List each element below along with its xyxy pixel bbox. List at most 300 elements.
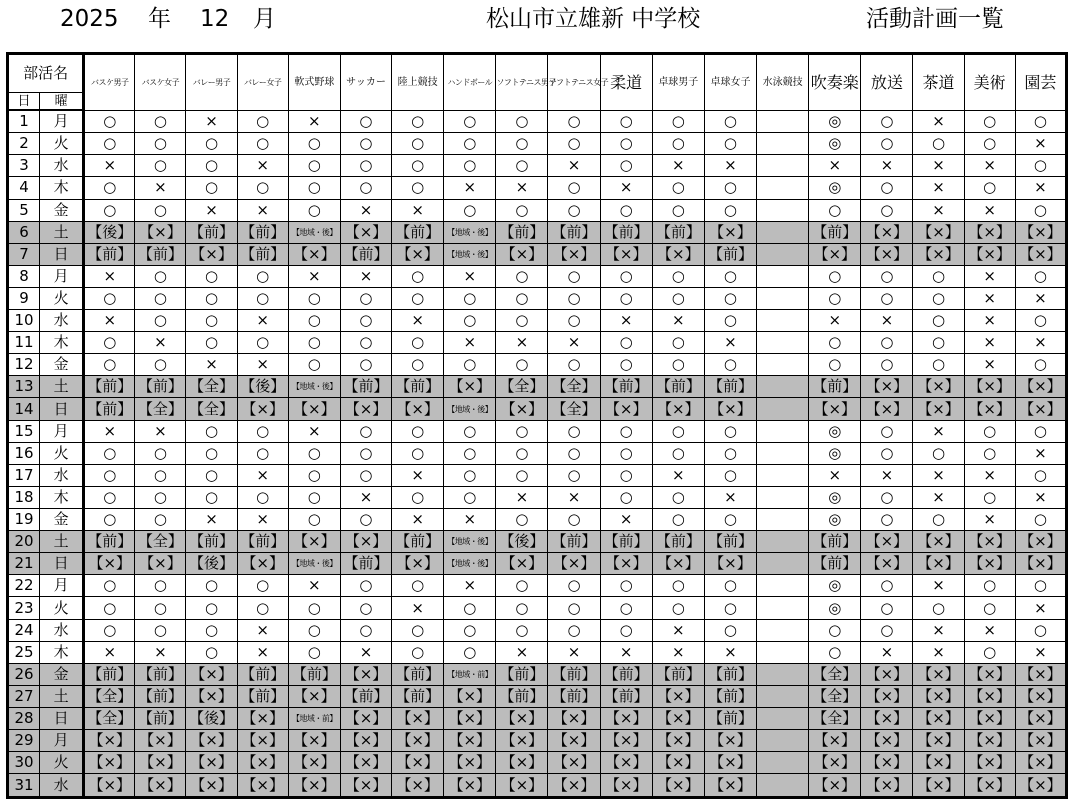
schedule-cell: ○ — [186, 177, 237, 199]
schedule-cell: × — [913, 641, 964, 663]
schedule-cell: × — [1015, 597, 1066, 619]
schedule-cell: × — [186, 199, 237, 221]
table-row — [8, 708, 1067, 730]
schedule-cell: ○ — [84, 199, 135, 221]
club-header-row — [8, 54, 1067, 93]
schedule-cell: ○ — [964, 177, 1015, 199]
schedule-cell: 【×】 — [861, 730, 913, 752]
schedule-cell: ○ — [135, 199, 186, 221]
schedule-cell: 【×】 — [186, 774, 237, 798]
schedule-cell: 【×】 — [704, 398, 756, 420]
schedule-cell: ○ — [340, 310, 391, 332]
schedule-cell: 【前】 — [392, 685, 444, 707]
schedule-cell: ○ — [496, 619, 548, 641]
table-row — [8, 663, 1067, 685]
schedule-cell: ○ — [600, 110, 652, 133]
schedule-cell — [757, 442, 809, 464]
schedule-cell: ○ — [652, 177, 704, 199]
schedule-cell: 【×】 — [237, 752, 288, 774]
table-row — [8, 531, 1067, 553]
day-number: 25 — [8, 641, 40, 663]
schedule-cell: ○ — [809, 199, 861, 221]
schedule-cell: ○ — [913, 265, 964, 287]
table-row — [8, 730, 1067, 752]
table-row — [8, 110, 1067, 133]
schedule-cell: ○ — [496, 310, 548, 332]
weekday: 日 — [40, 243, 84, 265]
schedule-cell: ○ — [809, 332, 861, 354]
schedule-cell: ○ — [84, 442, 135, 464]
weekday: 金 — [40, 509, 84, 531]
schedule-cell — [757, 730, 809, 752]
schedule-cell: 【×】 — [496, 752, 548, 774]
schedule-cell: 【×】 — [288, 398, 340, 420]
schedule-cell: 【後】 — [496, 531, 548, 553]
schedule-cell: 【前】 — [392, 376, 444, 398]
schedule-cell: ◎ — [809, 486, 861, 508]
schedule-cell: 【全】 — [186, 398, 237, 420]
day-number: 27 — [8, 685, 40, 707]
club-header: 卓球男子 — [652, 54, 704, 111]
schedule-cell: ○ — [496, 133, 548, 155]
table-row — [8, 310, 1067, 332]
schedule-cell: ○ — [392, 177, 444, 199]
schedule-cell: ○ — [84, 332, 135, 354]
schedule-cell: × — [600, 177, 652, 199]
schedule-cell: ○ — [1015, 265, 1066, 287]
schedule-cell: 【×】 — [964, 730, 1015, 752]
schedule-cell: ○ — [237, 110, 288, 133]
schedule-cell: ○ — [704, 133, 756, 155]
schedule-cell: ○ — [861, 509, 913, 531]
schedule-cell: 【×】 — [84, 752, 135, 774]
schedule-cell: 【前】 — [237, 663, 288, 685]
schedule-cell: ○ — [652, 509, 704, 531]
schedule-cell: 【×】 — [1015, 685, 1066, 707]
schedule-cell — [757, 177, 809, 199]
schedule-cell: × — [861, 155, 913, 177]
schedule-cell: ○ — [444, 619, 496, 641]
schedule-cell: 【×】 — [964, 752, 1015, 774]
schedule-cell: 【前】 — [809, 376, 861, 398]
schedule-cell: ○ — [861, 354, 913, 376]
schedule-cell: 【全】 — [548, 398, 600, 420]
schedule-cell: ○ — [548, 619, 600, 641]
schedule-cell: ○ — [84, 354, 135, 376]
day-number: 5 — [8, 199, 40, 221]
schedule-cell: ○ — [964, 442, 1015, 464]
day-number: 11 — [8, 332, 40, 354]
schedule-cell: ○ — [186, 442, 237, 464]
schedule-cell: ○ — [340, 177, 391, 199]
table-row — [8, 486, 1067, 508]
schedule-cell: 【×】 — [237, 398, 288, 420]
schedule-cell: 【×】 — [340, 663, 391, 685]
schedule-cell: ○ — [288, 641, 340, 663]
schedule-cell: ○ — [652, 442, 704, 464]
schedule-cell: × — [913, 177, 964, 199]
schedule-cell: ○ — [444, 310, 496, 332]
schedule-cell: ○ — [913, 354, 964, 376]
schedule-cell — [757, 641, 809, 663]
weekday: 水 — [40, 155, 84, 177]
schedule-cell: × — [548, 332, 600, 354]
schedule-cell: 【前】 — [237, 531, 288, 553]
day-number: 31 — [8, 774, 40, 798]
schedule-cell: 【×】 — [600, 730, 652, 752]
day-number: 29 — [8, 730, 40, 752]
schedule-cell: 【全】 — [84, 708, 135, 730]
schedule-cell: 【×】 — [964, 553, 1015, 575]
schedule-cell: 【×】 — [913, 752, 964, 774]
schedule-cell: ○ — [340, 597, 391, 619]
schedule-cell: 【×】 — [135, 221, 186, 243]
schedule-cell: 【×】 — [861, 685, 913, 707]
schedule-cell: × — [913, 486, 964, 508]
club-header: 陸上競技 — [392, 54, 444, 111]
schedule-cell — [757, 155, 809, 177]
weekday: 水 — [40, 310, 84, 332]
schedule-cell: ○ — [652, 486, 704, 508]
schedule-cell: × — [913, 464, 964, 486]
schedule-cell: ○ — [964, 575, 1015, 597]
table-row — [8, 177, 1067, 199]
table-row — [8, 155, 1067, 177]
schedule-cell: × — [1015, 287, 1066, 309]
schedule-cell: ○ — [861, 133, 913, 155]
schedule-cell: 【全】 — [135, 531, 186, 553]
schedule-cell — [757, 243, 809, 265]
schedule-cell: ○ — [186, 641, 237, 663]
club-label: 部活名 — [8, 54, 84, 93]
weekday: 月 — [40, 575, 84, 597]
table-row — [8, 464, 1067, 486]
schedule-cell: ○ — [288, 177, 340, 199]
schedule-cell: ○ — [548, 420, 600, 442]
club-header: 軟式野球 — [288, 54, 340, 111]
schedule-cell: ○ — [964, 110, 1015, 133]
schedule-cell: ○ — [288, 133, 340, 155]
schedule-cell: 【×】 — [704, 752, 756, 774]
schedule-cell: 【×】 — [288, 752, 340, 774]
schedule-cell: ○ — [496, 354, 548, 376]
schedule-cell: 【×】 — [135, 752, 186, 774]
schedule-cell: ○ — [444, 442, 496, 464]
schedule-cell: ○ — [704, 464, 756, 486]
schedule-cell: ○ — [135, 354, 186, 376]
schedule-cell: × — [135, 420, 186, 442]
schedule-cell: ○ — [1015, 420, 1066, 442]
schedule-cell: ○ — [186, 619, 237, 641]
schedule-cell: 【前】 — [392, 663, 444, 685]
schedule-cell: 【×】 — [964, 398, 1015, 420]
schedule-cell: ○ — [237, 597, 288, 619]
table-row — [8, 332, 1067, 354]
day-number: 6 — [8, 221, 40, 243]
schedule-cell: 【全】 — [186, 376, 237, 398]
schedule-cell: ○ — [861, 486, 913, 508]
schedule-cell: ○ — [84, 619, 135, 641]
schedule-cell: ○ — [1015, 199, 1066, 221]
schedule-cell — [757, 133, 809, 155]
schedule-cell: ○ — [548, 133, 600, 155]
schedule-cell — [757, 265, 809, 287]
schedule-cell: ○ — [809, 265, 861, 287]
schedule-cell: 【前】 — [704, 376, 756, 398]
schedule-cell: ○ — [600, 619, 652, 641]
schedule-cell: ○ — [913, 509, 964, 531]
schedule-cell: 【×】 — [964, 221, 1015, 243]
schedule-cell: 【×】 — [861, 243, 913, 265]
schedule-cell: 【前】 — [237, 685, 288, 707]
day-number: 10 — [8, 310, 40, 332]
schedule-cell: ○ — [704, 442, 756, 464]
schedule-cell: 【前】 — [704, 685, 756, 707]
schedule-cell: 【×】 — [392, 398, 444, 420]
schedule-cell: 【前】 — [704, 708, 756, 730]
club-header: ソフトテニス女子 — [548, 54, 600, 111]
schedule-cell: ○ — [135, 464, 186, 486]
schedule-cell: ○ — [340, 354, 391, 376]
schedule-cell: 【×】 — [652, 708, 704, 730]
schedule-cell: 【×】 — [288, 774, 340, 798]
table-row — [8, 199, 1067, 221]
weekday: 土 — [40, 221, 84, 243]
day-number: 7 — [8, 243, 40, 265]
schedule-cell: × — [444, 575, 496, 597]
schedule-cell: 【前】 — [84, 531, 135, 553]
schedule-cell: 【前】 — [704, 531, 756, 553]
schedule-cell: × — [237, 199, 288, 221]
day-number: 30 — [8, 752, 40, 774]
day-number: 22 — [8, 575, 40, 597]
schedule-cell: ○ — [704, 310, 756, 332]
schedule-cell — [757, 774, 809, 798]
schedule-cell: 【全】 — [135, 398, 186, 420]
schedule-cell: 【×】 — [444, 685, 496, 707]
schedule-cell: 【前】 — [340, 376, 391, 398]
schedule-cell: 【×】 — [964, 685, 1015, 707]
schedule-cell: × — [548, 486, 600, 508]
table-row — [8, 133, 1067, 155]
schedule-cell: ○ — [861, 332, 913, 354]
schedule-cell: × — [84, 641, 135, 663]
schedule-cell: ○ — [496, 265, 548, 287]
schedule-cell: × — [186, 110, 237, 133]
schedule-cell: × — [548, 641, 600, 663]
schedule-cell: ○ — [548, 509, 600, 531]
schedule-cell: ○ — [548, 354, 600, 376]
day-number: 2 — [8, 133, 40, 155]
schedule-cell: ○ — [1015, 310, 1066, 332]
schedule-cell: 【×】 — [861, 752, 913, 774]
schedule-cell: 【×】 — [704, 774, 756, 798]
schedule-cell: 【×】 — [964, 531, 1015, 553]
schedule-cell: 【×】 — [809, 774, 861, 798]
schedule-cell: × — [913, 110, 964, 133]
schedule-cell: 【×】 — [237, 730, 288, 752]
schedule-cell: 【×】 — [600, 774, 652, 798]
schedule-cell: 【×】 — [861, 708, 913, 730]
day-number: 26 — [8, 663, 40, 685]
club-header: 美術 — [964, 54, 1015, 111]
schedule-cell: 【前】 — [652, 531, 704, 553]
schedule-cell: 【地域・後】 — [288, 376, 340, 398]
schedule-cell: ○ — [84, 133, 135, 155]
schedule-cell: ○ — [861, 177, 913, 199]
weekday: 水 — [40, 774, 84, 798]
schedule-cell: × — [1015, 442, 1066, 464]
day-number: 8 — [8, 265, 40, 287]
schedule-cell: 【×】 — [652, 243, 704, 265]
schedule-cell: 【全】 — [809, 663, 861, 685]
schedule-cell: ○ — [186, 464, 237, 486]
schedule-cell: ○ — [704, 110, 756, 133]
schedule-cell: × — [1015, 133, 1066, 155]
schedule-cell: × — [964, 287, 1015, 309]
schedule-cell: ○ — [444, 354, 496, 376]
weekday: 金 — [40, 199, 84, 221]
table-row — [8, 774, 1067, 798]
schedule-cell: 【×】 — [186, 663, 237, 685]
schedule-cell: 【前】 — [652, 376, 704, 398]
schedule-cell: 【×】 — [444, 376, 496, 398]
schedule-cell: 【地域・後】 — [444, 221, 496, 243]
schedule-cell: ○ — [135, 287, 186, 309]
schedule-cell: 【×】 — [964, 663, 1015, 685]
schedule-cell: × — [135, 332, 186, 354]
schedule-cell: 【前】 — [186, 221, 237, 243]
schedule-cell: ○ — [340, 509, 391, 531]
schedule-cell: ○ — [600, 442, 652, 464]
schedule-cell: ○ — [964, 641, 1015, 663]
schedule-cell: 【前】 — [135, 376, 186, 398]
schedule-cell: ○ — [704, 199, 756, 221]
schedule-cell: ○ — [600, 464, 652, 486]
schedule-cell: ○ — [340, 442, 391, 464]
schedule-cell: ○ — [288, 354, 340, 376]
schedule-cell: × — [288, 420, 340, 442]
schedule-cell: ○ — [135, 310, 186, 332]
schedule-cell: × — [809, 155, 861, 177]
club-header: サッカー — [340, 54, 391, 111]
schedule-cell: 【×】 — [964, 243, 1015, 265]
schedule-cell: ○ — [704, 265, 756, 287]
schedule-cell: 【×】 — [84, 553, 135, 575]
schedule-cell: ○ — [496, 110, 548, 133]
schedule-cell: ○ — [288, 464, 340, 486]
schedule-cell: ○ — [135, 442, 186, 464]
schedule-cell: ○ — [548, 177, 600, 199]
schedule-cell: ○ — [600, 354, 652, 376]
schedule-cell: ○ — [652, 575, 704, 597]
schedule-cell: 【×】 — [496, 774, 548, 798]
schedule-cell: 【×】 — [340, 531, 391, 553]
schedule-cell: × — [392, 310, 444, 332]
schedule-cell: ○ — [704, 619, 756, 641]
schedule-cell: ◎ — [809, 133, 861, 155]
schedule-cell: 【×】 — [913, 708, 964, 730]
schedule-cell: ○ — [496, 199, 548, 221]
schedule-cell: ○ — [704, 597, 756, 619]
schedule-cell: ○ — [861, 287, 913, 309]
schedule-cell: ○ — [340, 420, 391, 442]
schedule-cell: ○ — [600, 199, 652, 221]
schedule-cell: 【全】 — [84, 685, 135, 707]
schedule-cell: ○ — [288, 332, 340, 354]
schedule-cell: 【×】 — [652, 752, 704, 774]
schedule-cell: ○ — [652, 332, 704, 354]
schedule-cell: 【×】 — [444, 730, 496, 752]
schedule-cell: 【×】 — [186, 730, 237, 752]
schedule-cell: 【×】 — [861, 221, 913, 243]
year-unit-text: 年 — [148, 6, 171, 32]
schedule-cell: ○ — [288, 442, 340, 464]
schedule-cell: 【地域・前】 — [288, 708, 340, 730]
weekday: 土 — [40, 685, 84, 707]
schedule-cell: 【×】 — [548, 774, 600, 798]
schedule-cell: ○ — [861, 597, 913, 619]
schedule-cell: 【前】 — [548, 221, 600, 243]
schedule-cell: × — [340, 199, 391, 221]
schedule-cell: × — [444, 332, 496, 354]
schedule-cell: × — [652, 641, 704, 663]
schedule-cell: 【×】 — [809, 752, 861, 774]
schedule-cell: ○ — [704, 509, 756, 531]
day-number: 12 — [8, 354, 40, 376]
schedule-cell: × — [444, 265, 496, 287]
schedule-cell: 【地域・後】 — [444, 398, 496, 420]
schedule-cell: × — [913, 155, 964, 177]
schedule-cell: ○ — [964, 486, 1015, 508]
club-header: ハンドボール — [444, 54, 496, 111]
activity-schedule-table — [6, 52, 1068, 799]
schedule-cell: 【前】 — [288, 663, 340, 685]
schedule-cell: × — [652, 619, 704, 641]
schedule-cell: 【前】 — [340, 553, 391, 575]
schedule-cell: ○ — [186, 265, 237, 287]
schedule-cell: × — [913, 199, 964, 221]
schedule-cell: ○ — [652, 354, 704, 376]
schedule-cell: 【前】 — [704, 243, 756, 265]
schedule-cell: 【地域・後】 — [444, 553, 496, 575]
schedule-cell: 【×】 — [392, 553, 444, 575]
schedule-cell: ○ — [186, 420, 237, 442]
club-header: バスケ女子 — [135, 54, 186, 111]
schedule-cell: × — [913, 420, 964, 442]
schedule-cell: ○ — [392, 332, 444, 354]
schedule-cell: 【×】 — [861, 553, 913, 575]
schedule-cell: × — [704, 155, 756, 177]
table-row — [8, 597, 1067, 619]
schedule-cell: 【×】 — [913, 774, 964, 798]
schedule-cell: ○ — [964, 420, 1015, 442]
schedule-cell: 【全】 — [809, 685, 861, 707]
schedule-cell: ○ — [444, 133, 496, 155]
schedule-cell: × — [84, 155, 135, 177]
schedule-cell: 【×】 — [600, 708, 652, 730]
day-number: 16 — [8, 442, 40, 464]
schedule-cell: ○ — [237, 332, 288, 354]
schedule-cell: × — [1015, 641, 1066, 663]
schedule-cell: 【地域・後】 — [444, 243, 496, 265]
schedule-cell: 【×】 — [652, 774, 704, 798]
schedule-cell: 【×】 — [809, 398, 861, 420]
weekday: 木 — [40, 486, 84, 508]
weekday: 火 — [40, 287, 84, 309]
schedule-cell: 【地域・後】 — [288, 221, 340, 243]
schedule-cell: 【×】 — [186, 685, 237, 707]
